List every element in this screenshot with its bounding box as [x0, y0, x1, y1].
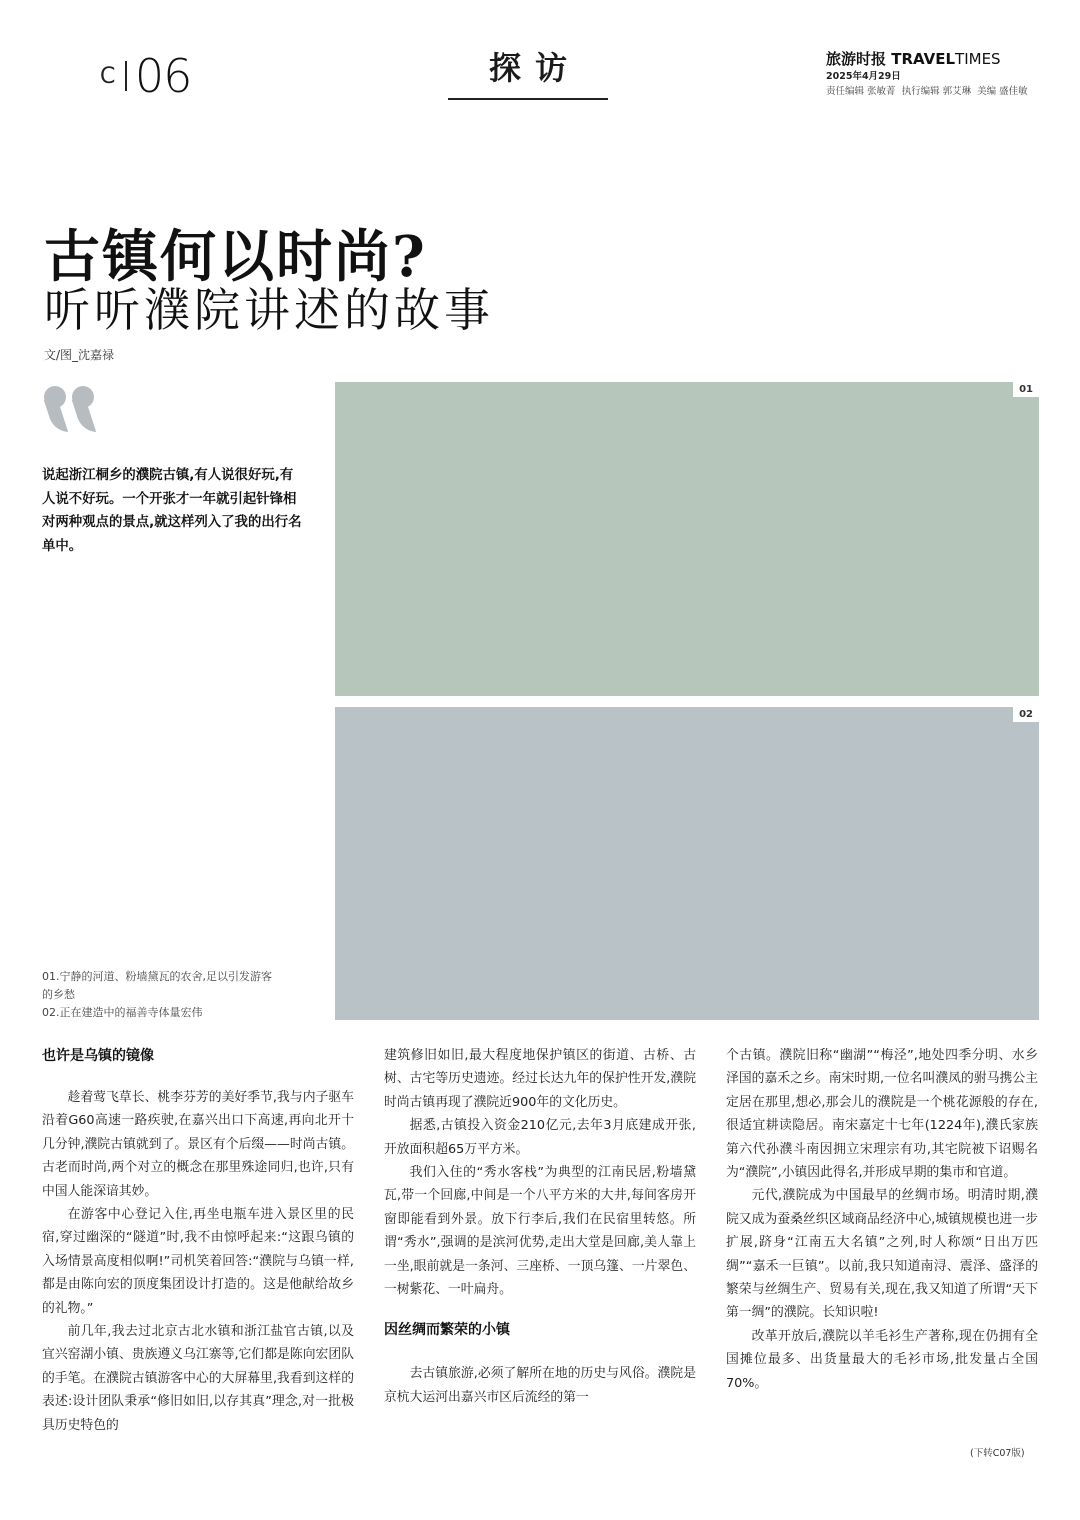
issue-date: 2025年4月29日	[826, 71, 901, 82]
paragraph: 趁着莺飞草长、桃李芬芳的美好季节,我与内子驱车沿着G60高速一路疾驶,在嘉兴出口下高速,再向北开十几分钟,濮院古镇就到了。景区有个后缀——时尚古镇。古老而时尚,两个对立的概念在那里殊途同归,也许,只有中国人能深谙其妙。	[42, 1090, 354, 1199]
caption-01: 01.宁静的河道、粉墙黛瓦的农舍,足以引发游客的乡愁	[42, 970, 272, 1001]
paragraph: 我们入住的“秀水客栈”为典型的江南民居,粉墙黛瓦,带一个回廊,中间是一个八平方米的大井,每间客房开窗即能看到外景。放下行李后,我们在民宿里转悠。所谓“秀水”,强调的是滨河优势,走出大堂是回廊,美人靠上一坐,眼前就是一条河、三座桥、一顶乌篷、一片翠色、一树紫花、一叶扁舟。	[384, 1165, 696, 1298]
body-column-2	[384, 1044, 696, 1409]
paragraph: 改革开放后,濮院以羊毛衫生产著称,现在仍拥有全国摊位最多、出货量最大的毛衫市场,批发量占全国70%。	[726, 1328, 1038, 1391]
column-header	[448, 44, 608, 100]
newspaper-name-en-light: TIMES	[955, 50, 1001, 68]
paragraph: 在游客中心登记入住,再坐电瓶车进入景区里的民宿,穿过幽深的“隧道”时,我不由惊呼起来:“这跟乌镇的入场情景高度相似啊!”司机笑着回答:“濮院与乌镇一样,都是由陈向宏的顶度集团设计打造的。这是他献给故乡的礼物。”	[42, 1207, 354, 1316]
newspaper-name	[826, 50, 1046, 68]
quote-mark-left	[44, 386, 66, 432]
paragraph: 个古镇。濮院旧称“幽湖”“梅泾”,地处四季分明、水乡泽国的嘉禾之乡。南宋时期,一位名叫濮凤的驸马携公主定居在那里,想必,那会儿的濮院是一个桃花源般的存在,很适宜耕读隐居。南宋嘉定十七年(1224年),濮氏家族第六代孙濮斗南因拥立宋理宗有功,其宅院被下诏赐名为“濮院”,小镇因此得名,并形成早期的集市和官道。	[726, 1048, 1038, 1181]
quote-mark-icon	[44, 386, 104, 432]
credit-label: 责任编辑	[826, 86, 865, 97]
photo-temple	[335, 707, 1039, 1020]
paragraph: 建筑修旧如旧,最大程度地保护镇区的街道、古桥、古树、古宅等历史遗迹。经过长达九年的保护性开发,濮院时尚古镇再现了濮院近900年的文化历史。	[384, 1048, 696, 1110]
quote-mark-right	[72, 386, 94, 432]
paragraph: 前几年,我去过北京古北水镇和浙江盐官古镇,以及宜兴窑湖小镇、贵族遵义乌江寨等,它们都是陈向宏团队的手笔。在濮院古镇游客中心的大屏幕里,我看到这样的表述:设计团队秉承“修旧如旧,以存其真”理念,对一批极具历史特色的	[42, 1324, 354, 1433]
article-subtitle: 听听濮院讲述的故事	[44, 283, 494, 337]
credit-name: 张敏菁	[867, 86, 896, 97]
credit-label: 美编	[977, 86, 997, 97]
paragraph: 去古镇旅游,必须了解所在地的历史与风俗。濮院是京杭大运河出嘉兴市区后流经的第一	[384, 1366, 696, 1405]
section-heading: 也许是乌镇的镜像	[42, 1048, 154, 1064]
photo-number: 01	[1013, 382, 1039, 397]
article-title: 古镇何以时尚?	[44, 224, 427, 290]
caption-02: 02.正在建造中的福善寺体量宏伟	[42, 1006, 203, 1019]
editor-credits	[826, 85, 1046, 98]
credit-label: 执行编辑	[901, 86, 940, 97]
photo-canal	[335, 382, 1039, 696]
page-number-block	[100, 50, 191, 102]
paragraph: 元代,濮院成为中国最早的丝绸市场。明清时期,濮院又成为蚕桑丝织区域商品经济中心,城镇规模也进一步扩展,跻身“江南五大名镇”之列,时人称颂“日出万匹绸”“嘉禾一巨镇”。以前,我只知道南浔、震泽、盛泽的繁荣与丝绸生产、贸易有关,现在,我又知道了所谓“天下第一绸”的濮院。长知识啦!	[726, 1188, 1038, 1321]
credit-name: 盛佳敏	[999, 86, 1028, 97]
photo-number: 02	[1013, 707, 1039, 722]
masthead-info	[826, 50, 1046, 98]
column-name: 探访	[488, 49, 581, 87]
section-divider	[125, 61, 127, 91]
page-number: 06	[134, 49, 192, 103]
photo-captions	[42, 968, 282, 1022]
column-rule	[448, 98, 608, 100]
lead-paragraph: 说起浙江桐乡的濮院古镇,有人说很好玩,有人说不好玩。一个开张才一年就引起针锋相对两种观点的景点,就这样列入了我的出行名单中。	[42, 468, 302, 554]
newspaper-name-en-bold: TRAVEL	[891, 50, 956, 68]
body-column-3	[726, 1044, 1038, 1395]
section-heading: 因丝绸而繁荣的小镇	[384, 1322, 510, 1339]
body-column-1	[42, 1044, 354, 1437]
paragraph: 据悉,古镇投入资金210亿元,去年3月底建成开张,开放面积超65万平方米。	[384, 1118, 696, 1157]
newspaper-name-cn: 旅游时报	[826, 50, 887, 68]
section-code: C	[100, 63, 122, 89]
continued-note: (下转C07版)	[970, 1448, 1025, 1459]
byline: 文/图_沈嘉禄	[44, 348, 115, 362]
credit-name: 郭艾琳	[942, 86, 972, 97]
